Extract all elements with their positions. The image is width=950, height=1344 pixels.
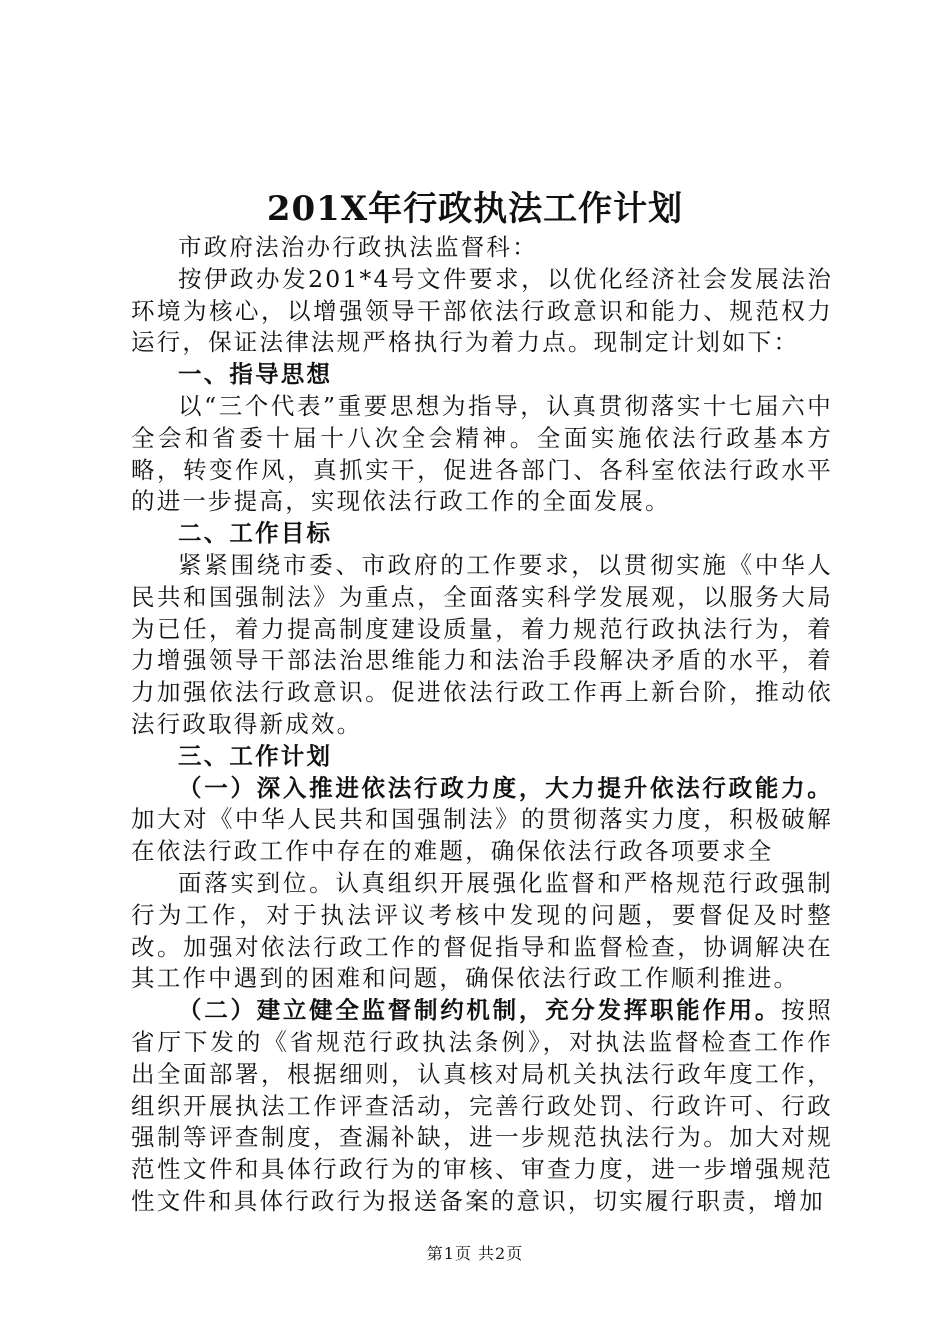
section-heading-work-plan: 三、工作计划 [178, 741, 333, 770]
document-body [131, 232, 833, 1218]
plan-item-2 [131, 995, 833, 1218]
plan-item-2-text: 按照省厅下发的《省规范行政执法条例》，对执法监督检查工作作出全面部署，根据细则，认真核对局机关执法行政年度工作，组织开展执法工作评查活动，完善行政处罚、行政许可、行政强制等评查制度，查漏补缺，进一步规范执法行为。加大对规范性文件和具体行政行为的审核、审查力度，进一步增强规范性文件和具体行政行为报送备案的意识，切实履行职责，增加 [131, 996, 833, 1215]
plan-item-1 [131, 773, 833, 868]
plan-item-1-continuation: 面落实到位。认真组织开展强化监督和严格规范行政强制行为工作，对于执法评议考核中发现的问题，要督促及时整改。加强对依法行政工作的督促指导和监督检查，协调解决在其工作中遇到的困难和问题，确保依法行政工作顺利推进。 [131, 868, 833, 993]
page-footer: 第1页 共2页 [426, 1244, 524, 1263]
plan-item-2-lead: （二）建立健全监督制约机制，充分发挥职能作用。 [178, 996, 782, 1025]
salutation: 市政府法治办行政执法监督科： [178, 233, 538, 261]
section-text-work-goals: 紧紧围绕市委、市政府的工作要求，以贯彻实施《中华人民共和国强制法》为重点，全面落实科学发展观，以服务大局为已任，着力提高制度建设质量，着力规范行政执法行为，着力增强领导干部法治思维能力和法治手段解决矛盾的水平，着力加强依法行政意识。促进依法行政工作再上新台阶，推动依法行政取得新成效。 [131, 550, 833, 738]
document-title: 201X年行政执法工作计划 [266, 189, 684, 229]
intro-paragraph: 按伊政办发201*4号文件要求，以优化经济社会发展法治环境为核心，以增强领导干部依法行政意识和能力、规范权力运行，保证法律法规严格执行为着力点。现制定计划如下： [131, 264, 833, 357]
section-text-guiding-ideology: 以“三个代表”重要思想为指导，认真贯彻落实十七届六中全会和省委十届十八次全会精神。全面实施依法行政基本方略，转变作风，真抓实干，促进各部门、各科室依法行政水平的进一步提高，实现依法行政工作的全面发展。 [131, 391, 833, 516]
plan-item-1-lead: （一）深入推进依法行政力度，大力提升依法行政能力。 [178, 773, 833, 802]
section-heading-guiding-ideology: 一、指导思想 [178, 360, 333, 389]
section-heading-work-goals: 二、工作目标 [178, 519, 333, 548]
plan-item-1-text: 加大对《中华人民共和国强制法》的贯彻落实力度，积极破解在依法行政工作中存在的难题，确保依法行政各项要求全 [131, 805, 833, 866]
